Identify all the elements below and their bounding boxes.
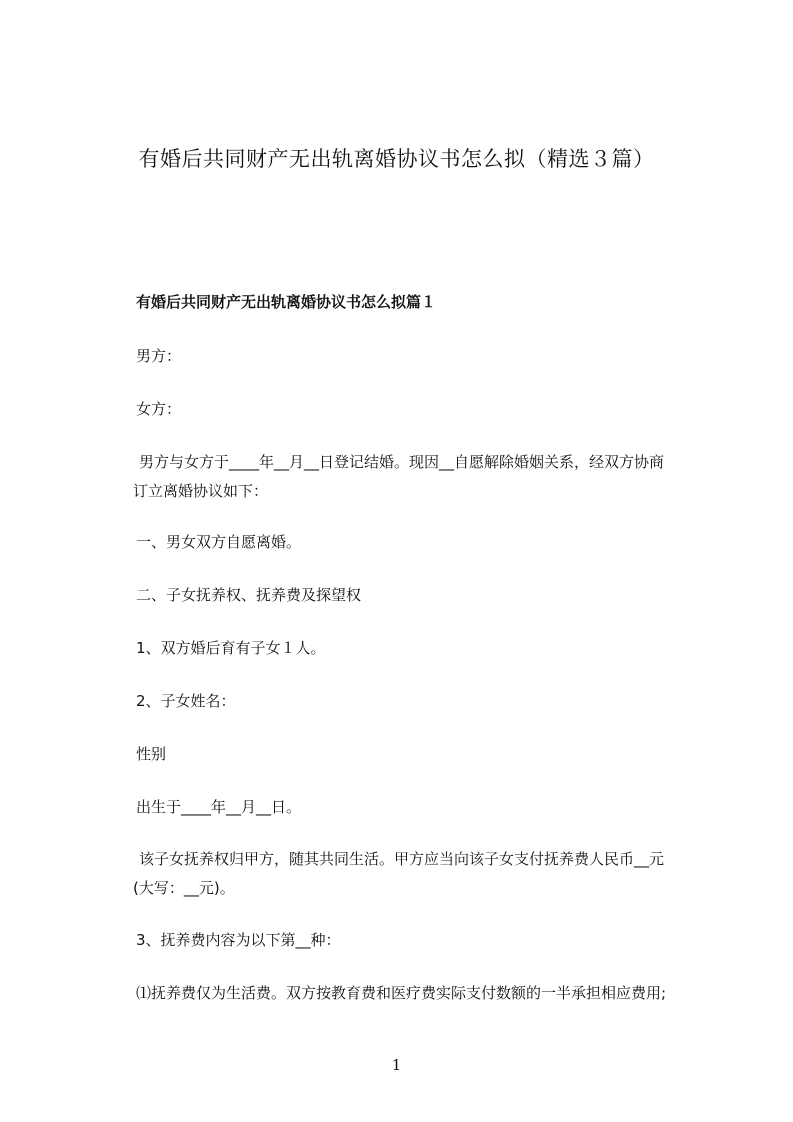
item-3: 3、抚养费内容为以下第__种： bbox=[136, 931, 341, 949]
option-1: ⑴抚养费仅为生活费。双方按教育费和医疗费实际支付数额的一半承担相应费用; bbox=[136, 984, 667, 1002]
custody-paragraph-line-1: 该子女抚养权归甲方，随其共同生活。甲方应当向该子女支付抚养费人民币__元 bbox=[139, 850, 665, 868]
female-party-label: 女方： bbox=[136, 400, 182, 418]
intro-paragraph-line-1: 男方与女方于____年__月__日登记结婚。现因__自愿解除婚姻关系，经双方协商 bbox=[139, 453, 665, 471]
clause-2: 二、子女抚养权、抚养费及探望权 bbox=[136, 586, 362, 604]
custody-paragraph bbox=[133, 845, 716, 903]
item-1: 1、双方婚后育有子女１人。 bbox=[136, 639, 326, 657]
item-2: 2、子女姓名： bbox=[136, 692, 236, 710]
birth-date-line: 出生于____年__月__日。 bbox=[136, 798, 302, 816]
intro-paragraph-line-2: 订立离婚协议如下： bbox=[133, 482, 269, 500]
gender-label: 性别 bbox=[136, 745, 167, 763]
male-party-label: 男方： bbox=[136, 347, 182, 365]
page-number: 1 bbox=[391, 1056, 402, 1074]
intro-paragraph bbox=[133, 448, 716, 506]
section-heading: 有婚后共同财产无出轨离婚协议书怎么拟篇１ bbox=[136, 293, 437, 311]
clause-1: 一、男女双方自愿离婚。 bbox=[136, 533, 302, 551]
custody-paragraph-line-2: (大写：__元)。 bbox=[133, 879, 235, 897]
document-title: 有婚后共同财产无出轨离婚协议书怎么拟（精选３篇） bbox=[138, 147, 655, 171]
